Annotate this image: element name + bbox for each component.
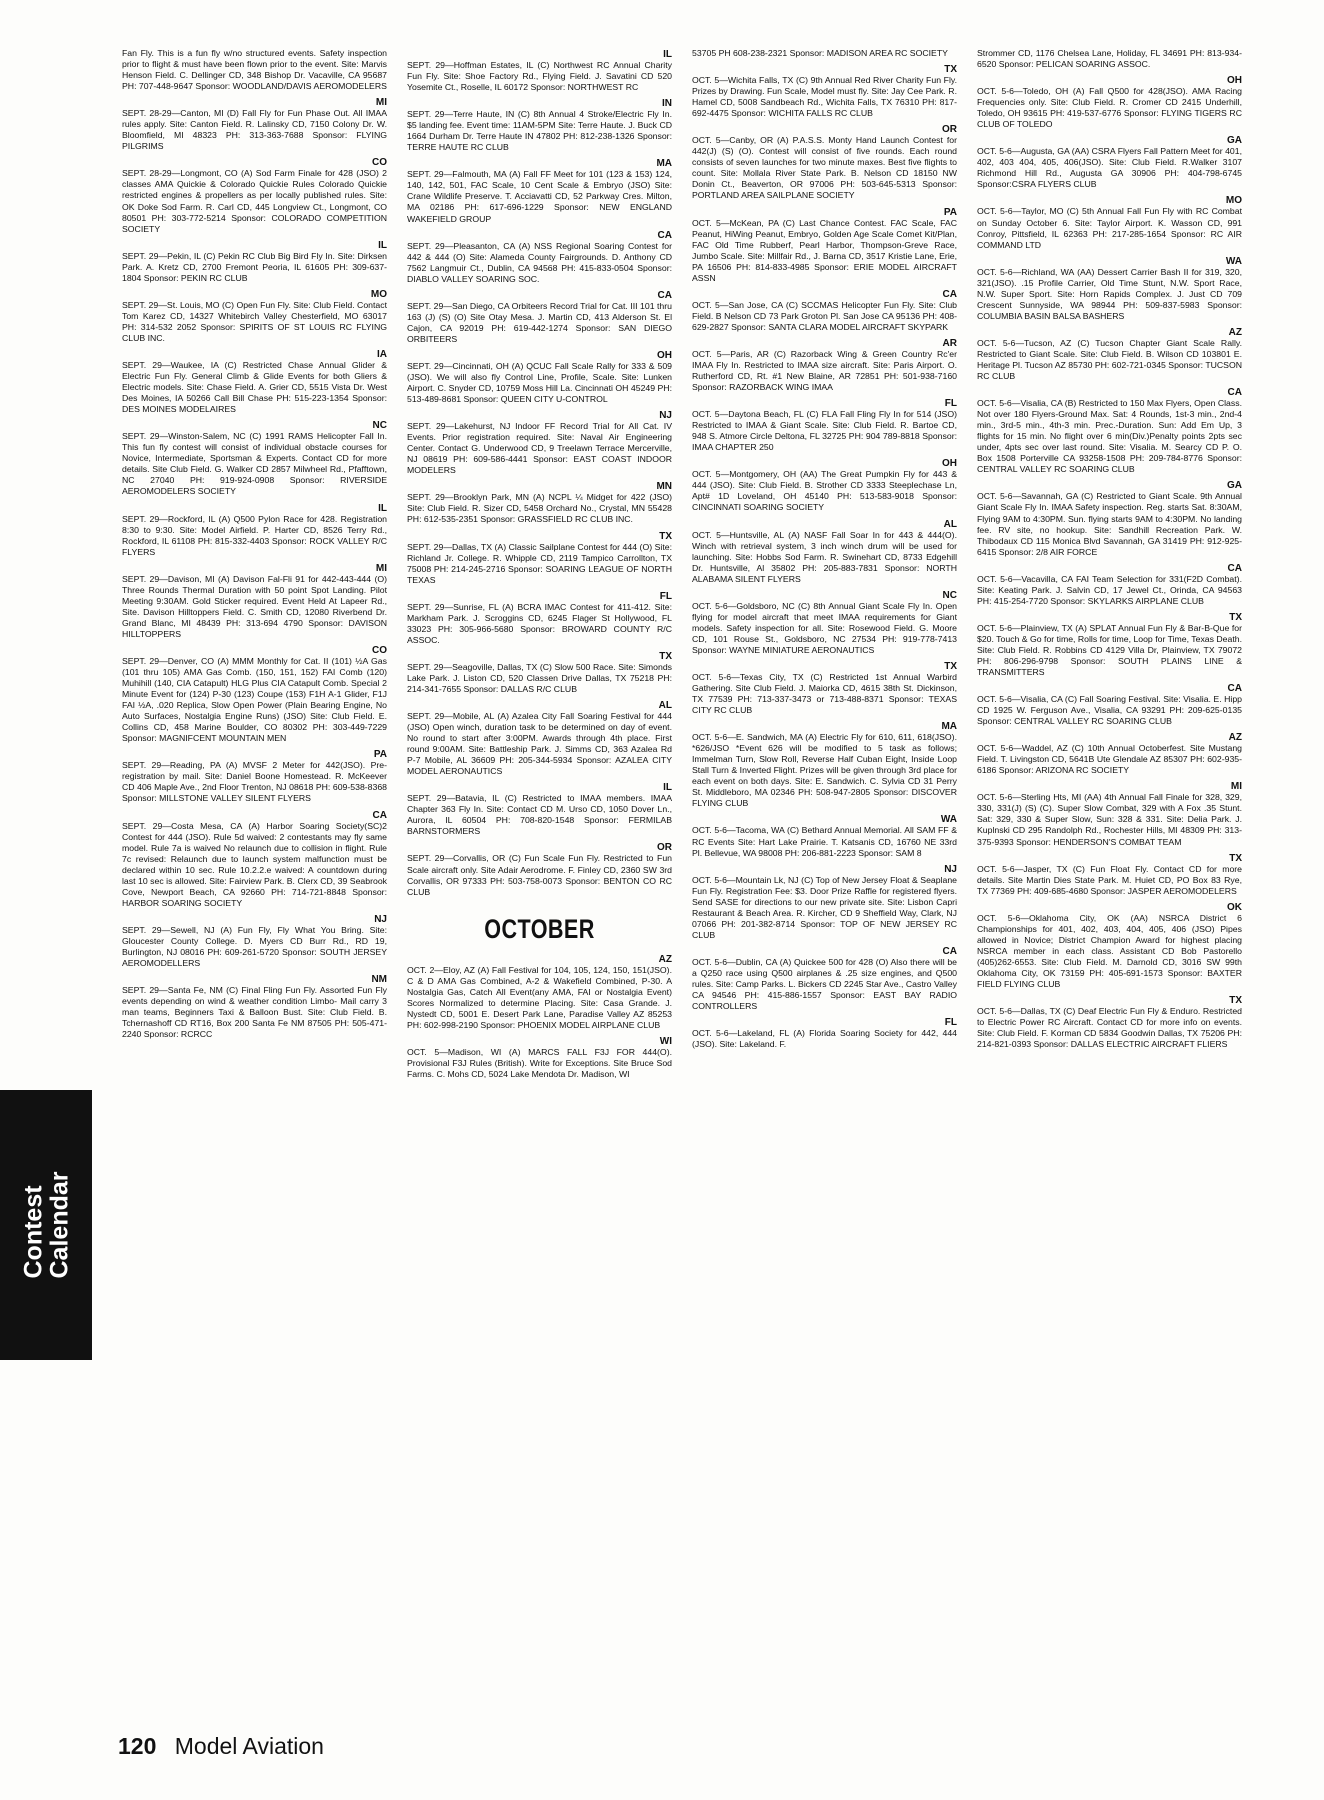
contest-entry <box>122 48 387 92</box>
entry-text: 53705 PH 608-238-2321 Sponsor: MADISON AREA RC SOCIETY <box>692 48 948 58</box>
entry-text: SEPT. 28-29—Longmont, CO (A) Sod Farm Finale for 428 (JSO) 2 classes AMA Quickie & Colorado Quickie Rules Colorado Quickie restricted engines & propellers as per locally published rules. Site: OK Doke Sod Farm. R. Carl CD, 445 Longview Ct., Longmont, CO 80501 PH: 303-772-5214 Sponsor: COLORADO COMPETITION SOCIETY <box>122 168 387 234</box>
contest-entry <box>692 207 957 284</box>
state-code: IL <box>378 239 387 251</box>
contest-entry <box>407 1036 672 1080</box>
contest-entry <box>122 97 387 152</box>
state-code: MI <box>1230 781 1242 793</box>
contest-entry <box>122 974 387 1040</box>
contest-entry <box>977 48 1242 70</box>
state-code: NC <box>372 420 387 432</box>
entry-text: OCT. 5—Madison, WI (A) MARCS FALL F3J FOR 444(O). Provisional F3J Rules (British). Write for Exceptions. Site Bruce Sod Farms. C. Mohs CD, 5024 Lake Mendota Dr. Madison, WI <box>407 1046 672 1080</box>
magazine-title: Model Aviation <box>174 1733 324 1759</box>
state-code: CA <box>942 945 957 957</box>
entry-text: OCT. 5—Montgomery, OH (AA) The Great Pumpkin Fly for 443 & 444 (JSO). Site: Club Field. B. Strother CD 3333 Steeplechase Ln, Apt# 1D Loveland, OH 45140 PH: 513-583-9018 Sponsor: CINCINNATI SOARING SOCIETY <box>692 469 957 513</box>
entry-text: OCT. 5-6—Richland, WA (AA) Dessert Carrier Bash II for 319, 320, 321(JSO). .15 Profile Carrier, Old Time Stunt, N.W. Sport Race, N.W. Super Sport. Site: Horn Rapids Complex. J. Just CD 709 Crescent Sunnyside, WA 98944 PH: 509-837-5983 Sponsor: COLUMBIA BASIN BALSA BASHERS <box>977 266 1242 321</box>
entry-text: OCT. 5-6—Plainview, TX (A) SPLAT Annual Fun Fly & Bar-B-Que for $20. Touch & Go for time, Rolls for time, Loop for Time, Texas Death. Site: Club Field. R. Robbins CD 4129 Villa Dr, Plainview, TX 79072 PH: 806-296-9798 Sponsor: SOUTH PLAINS LINE & TRANSMITTERS <box>977 622 1242 678</box>
state-code: IL <box>663 782 672 794</box>
contest-entry <box>692 864 957 941</box>
state-code: MN <box>656 481 672 493</box>
entry-text: OCT. 2—Eloy, AZ (A) Fall Festival for 104, 105, 124, 150, 151(JSO). C & D AMA Gas Combined, A-2 & Wakefield Combined, P-30. A Nostalgia Gas, Catch All Event(any AMA, FAI or Nostalgia Event) Scores Normalized to determine Placing. Site: Casa Grande. J. Nystedt CD, 5001 E. Desert Park Lane, Paradise Valley AZ 85253 PH: 602-998-2190 Sponsor: PHOENIX MODEL AIRPLANE CLUB <box>407 964 672 1030</box>
contest-entry <box>977 781 1242 847</box>
contest-entry <box>407 651 672 695</box>
entry-text: Fan Fly. This is a fun fly w/no structured events. Safety inspection prior to flight & must have been flown prior to the event. Site: Marvis Henson Field. C. Dellinger CD, 348 Bishop Dr. Vacaville, CA 95687 PH: 707-448-9647 Sponsor: WOODLAND/DAVIS AEROMODELERS <box>122 48 387 92</box>
contest-entry <box>977 902 1242 990</box>
calendar-columns <box>122 48 1242 1728</box>
entry-text: OCT. 5-6—Mountain Lk, NJ (C) Top of New Jersey Float & Seaplane Fun Fly. Registration Fee: $3. Door Prize Raffle for registered flyers. Send SASE for directions to our new private site. Site: Lisbon Capri Restaurant & Beach Area. R. Kircher, CD 9 Sheffield Way, Clark, NJ 07066 PH: 201-382-8714 Sponsor: TOP OF NEW JERSEY RC CLUB <box>692 874 957 940</box>
contest-entry <box>407 98 672 153</box>
state-code: IN <box>662 98 672 110</box>
state-code: IL <box>663 49 672 60</box>
state-code: NM <box>371 974 387 986</box>
column-2-october <box>407 954 672 1080</box>
entry-text: SEPT. 29—Pekin, IL (C) Pekin RC Club Big Bird Fly In. Site: Dirksen Park. A. Kretz CD, 2700 Fremont Peoria, IL 61605 PH: 309-637-1804 Sponsor: PEKIN RC CLUB <box>122 250 387 283</box>
column-1 <box>122 48 387 1728</box>
contest-entry <box>407 700 672 777</box>
state-code: CA <box>657 289 672 301</box>
contest-entry <box>977 195 1242 250</box>
state-code: WA <box>1225 255 1242 267</box>
contest-entry <box>407 842 672 897</box>
entry-text: SEPT. 29—Costa Mesa, CA (A) Harbor Soaring Society(SC)2 Contest for 444 (JSO). Rule 5d waived: 2 contestants may fly same model. Rule 7a is waived No relaunch due to collision in flight. Rule 7c revised: Relaunch due to launch system malfunction must be declared within 10 sec. Rule 10.2.2.e waived: A countdown during last 10 sec is allowed. Site: Fairview Park. B. Clerx CD, 39 Seabrook Cove, Newport Beach, CA 92660 PH: 714-721-8848 Sponsor: HARBOR SOARING SOCIETY <box>122 820 387 908</box>
section-tab-line1: Contest <box>19 1185 48 1279</box>
contest-entry <box>977 480 1242 557</box>
contest-entry <box>122 749 387 804</box>
entry-text: OCT. 5-6—Dallas, TX (C) Deaf Electric Fun Fly & Enduro. Restricted to Electric Power RC Aircraft. Contact CD for more info on events. Site: Club Field. F. Korman CD 5834 Goodwin Dallas, TX 75206 PH: 214-821-0393 Sponsor: DALLAS ELECTRIC AIRCRAFT FLIERS <box>977 1006 1242 1050</box>
entry-text: OCT. 5-6—Augusta, GA (AA) CSRA Flyers Fall Pattern Meet for 401, 402, 403 404, 405, 406(JSO). Site: Club Field. R.Walker 3107 Richmond Hill Rd., Augusta GA 30906 PH: 404-798-6745 Sponsor:CSRA FLYERS CLUB <box>977 146 1242 190</box>
contest-entry <box>692 1017 957 1050</box>
contest-entry <box>122 810 387 909</box>
section-tab-line2: Calendar <box>45 1171 74 1279</box>
state-code: TX <box>659 650 672 662</box>
entry-text: OCT. 5-6—Visalia, CA (C) Fall Soaring Festival. Site: Visalia. E. Hipp CD 1925 W. Ferguson Ave., Visalia, CA 93291 PH: 209-625-0135 Sponsor: CENTRAL VALLEY RC SOARING CLUB <box>977 694 1242 727</box>
entry-text: SEPT. 29—Lakehurst, NJ Indoor FF Record Trial for All Cat. IV Events. Prior registration required. Site: Naval Air Engineering Center. Contact G. Underwood CD, 9 Treelawn Terrace Mercerville, NJ 08619 PH: 609-586-4441 Sponsor: EAST COAST INDOOR MODELERS <box>407 421 672 476</box>
state-code: NC <box>942 589 957 601</box>
entry-text: OCT. 5-6—Waddel, AZ (C) 10th Annual Octoberfest. Site Mustang Field. T. Livingston CD, 5641B Ute Glendale AZ 85307 PH: 602-935-6186 Sponsor: ARIZONA RC SOCIETY <box>977 743 1242 776</box>
contest-entry <box>122 349 387 415</box>
entry-text: SEPT. 29—Terre Haute, IN (C) 8th Annual 4 Stroke/Electric Fly In. $5 landing fee. Event time: 11AM-5PM Site: Terre Haute. J. Buck CD 1664 Durham Dr. Terre Haute IN 47802 PH: 812-238-1326 Sponsor: TERRE HAUTE RC CLUB <box>407 109 672 153</box>
contest-entry <box>692 458 957 513</box>
entry-text: SEPT. 29—Sunrise, FL (A) BCRA IMAC Contest for 411-412. Site: Markham Park. J. Scroggins CD, 6245 Flager St Hollywood, FL 33023 PH: 305-966-5680 Sponsor: BROWARD COUNTY R/C ASSOC. <box>407 601 672 645</box>
state-code: WI <box>659 1035 672 1047</box>
state-code: AL <box>943 518 957 530</box>
entry-text: SEPT. 29—Santa Fe, NM (C) Final Fling Fun Fly. Assorted Fun Fly events depending on wind & weather condition Limbo- Mail carry 3 man teams, Beginners Taxi & Balloon Bust. Site: Club Field. B. Tchernashoff CD RT16, Box 200 Santa Fe NM 87505 PH: 505-471-2240 Sponsor: RCRCC <box>122 985 387 1040</box>
contest-entry <box>977 995 1242 1050</box>
state-code: TX <box>944 660 957 672</box>
state-code: CA <box>1227 562 1242 574</box>
contest-entry <box>407 531 672 586</box>
entry-text: SEPT. 29—Winston-Salem, NC (C) 1991 RAMS Helicopter Fall In. This fun fly contest will consist of individual obstacle courses for Novice, Intermediate, Sportsman & Experts. Contact CD for more details. Site Club Field. G. Walker CD 2857 Milwheel Rd., Pfafftown, NC 27040 PH: 919-924-0908 Sponsor: RIVERSIDE AEROMODELERS SOCIETY <box>122 431 387 497</box>
contest-entry <box>692 64 957 119</box>
contest-entry <box>122 420 387 497</box>
contest-entry <box>692 814 957 858</box>
entry-text: OCT. 5-6—Dublin, CA (A) Quickee 500 for 428 (O) Also there will be a Q250 race using Q500 airplanes & .25 size engines, and Q500 rules. Site: Camp Parks. L. Bickers CD 2245 Star Ave., Castro Valley CA 94546 PH: 415-886-1557 Sponsor: EAST BAY RADIO CONTROLLERS <box>692 956 957 1012</box>
state-code: IL <box>378 502 387 514</box>
entry-text: SEPT. 29—Corvallis, OR (C) Fun Scale Fun Fly. Restricted to Fun Scale aircraft only. Site Adair Aerodrome. F. Finley CD, 2360 SW 3rd Corvallis, OR 97333 PH: 503-758-0073 Sponsor: BENTON CO RC CLUB <box>407 853 672 897</box>
contest-entry <box>692 124 957 201</box>
entry-text: SEPT. 29—Hoffman Estates, IL (C) Northwest RC Annual Charity Fun Fly. Site: Shoe Factory Rd., Flying Field. J. Savatini CD 520 Yosemite Ct., Roselle, IL 60172 Sponsor: NORTHWEST RC <box>407 60 672 93</box>
entry-text: OCT. 5-6—Tacoma, WA (C) Bethard Annual Memorial. All SAM FF & RC Events Site: Hart Lake Prairie. T. Katsanis CD, 16760 NE 33rd Pl. Bellevue, WA 98008 PH: 206-881-2223 Sponsor: SAM 8 <box>692 825 957 858</box>
state-code: TX <box>659 530 672 542</box>
page-footer <box>118 1733 324 1760</box>
contest-entry <box>977 683 1242 727</box>
entry-text: SEPT. 28-29—Canton, MI (D) Fall Fly for Fun Phase Out. All IMAA rules apply. Site: Canton Field. R. Lalinsky CD, 7150 Colony Dr. W. Bloomfield, MI 48323 PH: 313-363-7688 Sponsor: FLYING PILGRIMS <box>122 108 387 152</box>
section-tab <box>0 1090 92 1360</box>
entry-text: OCT. 5-6—Sterling Hts, MI (AA) 4th Annual Fall Finale for 328, 329, 330, 331(J) (S) (C). Super Slow Combat, 329 with A Fox .35 Stunt. Sat: 329, 330 & Super Slow, Sun: 328 & 331. Site: Delia Park. J. Kuplnski CD 295 Randolph Rd., Rochester Hills, MI 48309 PH: 313-375-9393 Sponsor: HENDERSON'S COMBAT TEAM <box>977 792 1242 847</box>
contest-entry <box>122 157 387 234</box>
page-number: 120 <box>118 1733 157 1759</box>
state-code: FL <box>944 398 957 410</box>
contest-entry <box>122 503 387 558</box>
state-code: OH <box>1227 75 1242 87</box>
state-code: GA <box>1227 135 1242 147</box>
entry-text: SEPT. 29—Denver, CO (A) MMM Monthly for Cat. II (101) ½A Gas (101 thru 105) AMA Gas Comb. (150, 151, 152) FAI Comb (120) Muhihill (140, CIA Catapult) HLG Plus CIA Catapult Comb. Special 2 Minute Event for (124) P-30 (123) Coupe (153) F1H A-1 Glider, F1J FAI ½A, .020 Replica, Slow Open Power (Plain Bearing Engine, No Auto Surfaces, Nostalgia Engine Runs) (JSO) Site: Club Field. E. Collins CD, 458 Marine Boulder, CO 80302 PH: 303-449-7229 Sponsor: MAGNIFCENT MOUNTAIN MEN <box>122 655 387 744</box>
contest-entry <box>407 49 672 93</box>
contest-entry <box>977 327 1242 382</box>
state-code: TX <box>1229 611 1242 623</box>
entry-text: OCT. 5-6—Texas City, TX (C) Restricted 1st Annual Warbird Gathering. Site Club Field. J. Maiorka CD, 4615 38th St. Dickinson, TX 77539 PH: 713-337-3473 or 713-488-8371 Sponsor: TEXAS CITY RC CLUB <box>692 671 957 716</box>
contest-entry <box>692 519 957 585</box>
state-code: AZ <box>658 953 672 965</box>
contest-entry <box>122 289 387 344</box>
entry-text: SEPT. 29—Rockford, IL (A) Q500 Pylon Race for 428. Registration 8:30 to 9:30. Site: Model Airfield. P. Harter CD, 8526 Terry Rd., Rockford, IL 61108 PH: 815-332-4403 Sponsor: ROCK VALLEY R/C FLYERS <box>122 513 387 557</box>
entry-text: SEPT. 29—Waukee, IA (C) Restricted Chase Annual Glider & Electric Fun Fly. General Climb & Glide Events for both Gliers & Electric models. Site: Chase Field. A. Grier CD, 5515 Vista Dr. West Des Moines, IA 50266 Call Bill Chase PH: 515-223-1354 Sponsor: DES MOINES MODELAIRES <box>122 359 387 415</box>
entry-text: OCT. 5-6—Oklahoma City, OK (AA) NSRCA District 6 Championships for 401, 402, 403, 404, 405, 406 (JSO) Pipes allowed in Novice; District Champion Award for highest placing NSRCA member in each class. Assistant CD Bob Pastorello (405)262-6553. Site: Club Field. M. Darnold CD, 3016 SW 99th Oklahoma City, OK 73159 PH: 405-691-1573 Sponsor: BAXTER FIELD FLYING CLUB <box>977 912 1242 989</box>
entry-text: OCT. 5—Paris, AR (C) Razorback Wing & Green Country Rc'er IMAA Fly In. Restricted to IMAA size aircraft. Site: Paris Airport. O. Rutherford CD, Rt. #1 New Blaine, AR 72851 PH: 501-938-7160 Sponsor: RAZORBACK WING IMAA <box>692 348 957 393</box>
state-code: PA <box>373 749 387 761</box>
contest-entry <box>407 481 672 525</box>
state-code: PA <box>943 206 957 218</box>
state-code: OR <box>657 842 672 854</box>
state-code: OR <box>942 124 957 136</box>
entry-text: OCT. 5-6—Visalia, CA (B) Restricted to 150 Max Flyers, Open Class. Not over 180 Flyers-Ground Max. Sat: 4 Rounds, 1st-3 min., 2nd-4 min., 3rd-5 min., 4th-3 min. Prec.-Duration. Sun: Add Em Up, 3 flights for 15 min. No flight over 6 min(Div.)Penalty points 2pts sec under, 4pts sec over last round. Site: Visalia. M. Searcy CD P. O. Box 1508 Porterville CA 93258-1508 PH: 209-784-8776 Sponsor: CENTRAL VALLEY RC SOARING CLUB <box>977 398 1242 475</box>
contest-entry <box>407 591 672 646</box>
contest-entry <box>692 590 957 656</box>
state-code: MA <box>941 721 957 733</box>
state-code: CA <box>1227 387 1242 399</box>
state-code: OH <box>942 458 957 470</box>
contest-entry <box>692 338 957 393</box>
contest-entry <box>977 732 1242 776</box>
state-code: NJ <box>659 410 672 422</box>
entry-text: OCT. 5-6—Goldsboro, NC (C) 8th Annual Giant Scale Fly In. Open flying for model aircraft that meet IMAA requirements for Giant models. Safety inspection for all. Site: Rosewood Field. G. Moore CD, 101 Rouse St., Goldsboro, NC 27534 PH: 919-778-7413 Sponsor: WAYNE MINIATURE AERONAUTICS <box>692 600 957 655</box>
state-code: AZ <box>1228 732 1242 744</box>
contest-entry <box>977 853 1242 897</box>
entry-text: SEPT. 29—St. Louis, MO (C) Open Fun Fly. Site: Club Field. Contact Tom Karez CD, 14327 Whitebirch Valley Chesterfield, MO 63017 PH: 314-532 2052 Sponsor: SPIRITS OF ST LOUIS RC FLYING CLUB INC. <box>122 299 387 343</box>
contest-entry <box>692 946 957 1012</box>
entry-text: SEPT. 29—Davison, MI (A) Davison Fal-Fli 91 for 442-443-444 (O) Three Rounds Thermal Duration with 50 point Spot Landing. Pilot Meeting 9:30AM. Gold Sticker required. Event Held At Lapeer Rd., Site. Davison Hilltoppers Field. C. Smith CD, 12080 Riverbend Dr. Grand Blanc, MI 48439 PH: 313-694 4790 Sponsor: DAVISON HILLTOPPERS <box>122 573 387 639</box>
entry-text: OCT. 5—Wichita Falls, TX (C) 9th Annual Red River Charity Fun Fly. Prizes by Drawing. Fun Scale, Model must fly. Site: Jay Cee Park. R. Hamel CD, 5008 Sandbeach Rd., Wichita Falls, TX 76310 PH: 817-692-4475 Sponsor: WICHITA FALLS RC CLUB <box>692 75 957 119</box>
state-code: WA <box>940 814 957 826</box>
contest-entry <box>407 782 672 837</box>
entry-text: SEPT. 29—Pleasanton, CA (A) NSS Regional Soaring Contest for 442 & 444 (O) Site: Alameda County Fairgrounds. D. Anthony CD 7562 Langmuir Ct., Dublin, CA 94568 PH: 415-833-0504 Sponsor: DIABLO VALLEY SOARING SOC. <box>407 240 672 284</box>
state-code: CA <box>1227 683 1242 695</box>
entry-text: SEPT. 29—Sewell, NJ (A) Fun Fly, Fly What You Bring. Site: Gloucester County College. D. Myers CD Burr Rd., RD 19, Burlington, NJ 08016 PH: 609-261-5720 Sponsor: SOUTH JERSEY AEROMODELLERS <box>122 924 387 969</box>
state-code: AR <box>942 337 957 349</box>
state-code: GA <box>1227 480 1242 492</box>
contest-entry <box>692 721 957 809</box>
contest-entry <box>407 230 672 285</box>
state-code: CO <box>372 157 387 169</box>
state-code: MI <box>375 97 387 109</box>
entry-text: OCT. 5—Huntsville, AL (A) NASF Fall Soar In for 443 & 444(O). Winch with retrieval system, 3 inch winch drum will be used for launching. Site: Hobbs Sod Farm. R. Swinehart CD, 8733 Edgehill Dr. Huntsville, Al 35802 PH: 205-883-7831 Sponsor: NORTH ALABAMA SILENT FLYERS <box>692 529 957 584</box>
entry-text: OCT. 5—Canby, OR (A) P.A.S.S. Monty Hand Launch Contest for 442(J) (S) (O). Contest will consist of five rounds. Each round consists of seven launches for two minute maxes. Best five flights to count. Site: Mollala River State Park. B. Nelson CD 18150 NW Donin Ct., Beaverton, OR 97006 PH: 503-645-5313 Sponsor: PORTLAND AREA SAILPLANE SOCIETY <box>692 135 957 201</box>
state-code: OH <box>657 349 672 361</box>
contest-entry <box>122 563 387 640</box>
contest-entry <box>692 48 957 59</box>
entry-text: SEPT. 29—San Diego, CA Orbiteers Record Trial for Cat. III 101 thru 163 (J) (S) (O) Site Otay Mesa. J. Martin CD, 413 Alderson St. El Cajon, CA 92019 PH: 619-442-1274 Sponsor: SAN DIEGO ORBITEERS <box>407 300 672 344</box>
entry-text: OCT. 5-6—Lakeland, FL (A) Florida Soaring Society for 442, 444 (JSO). Site: Lakeland. F. <box>692 1028 957 1050</box>
state-code: MA <box>656 158 672 170</box>
column-2 <box>407 48 672 1728</box>
contest-entry <box>407 954 672 1031</box>
contest-entry <box>122 645 387 744</box>
state-code: OK <box>1227 901 1242 913</box>
state-code: AZ <box>1228 326 1242 338</box>
state-code: AL <box>658 700 672 712</box>
contest-entry <box>692 398 957 453</box>
contest-entry <box>122 240 387 284</box>
state-code: CA <box>372 809 387 821</box>
entry-text: SEPT. 29—Dallas, TX (A) Classic Sailplane Contest for 444 (O) Site: Richland Jr. College. R. Whipple CD, 2119 Tampico Carrollton, TX 75008 PH: 214-245-2716 Sponsor: SOARING LEAGUE OF NORTH TEXAS <box>407 541 672 585</box>
state-code: CA <box>657 229 672 241</box>
state-code: MO <box>370 288 387 300</box>
contest-entry <box>407 290 672 345</box>
entry-text: OCT. 5—McKean, PA (C) Last Chance Contest. FAC Scale, FAC Peanut, HiWing Peanut, Embryo, Golden Age Scale Comet Kit/Plan, FAC Old Time Rubberf, Pearl Harbor, Thompson-Greve Race, Jumbo Scale. Site: Millfair Rd., J. Barna CD, 3517 Kristie Lane, Erie, PA 16506 PH: 814-833-4985 Sponsor: ERIE MODEL AIRCRAFT ASSN <box>692 217 957 283</box>
entry-text: SEPT. 29—Batavia, IL (C) Restricted to IMAA members. IMAA Chapter 363 Fly In. Site: Contact CD M. Urso CD, 1050 Dover Ln., Aurora, IL 60504 PH: 708-820-1548 Sponsor: FERMILAB BARNSTORMERS <box>407 793 672 837</box>
column-3 <box>692 48 957 1728</box>
entry-text: SEPT. 29—Falmouth, MA (A) Fall FF Meet for 101 (123 & 153) 124, 140, 142, 501, FAC Scale, 10 Cent Scale & Embryo (JSO) Site: Crane Wildlife Preserve. T. Acciavatti CD, 52 Parkway Cres. Milton, MA 02186 PH: 617-696-1229 Sponsor: NEW ENGLAND WAKEFIELD GROUP <box>407 169 672 224</box>
entry-text: OCT. 5-6—E. Sandwich, MA (A) Electric Fly for 610, 611, 618(JSO). *626/JSO *Event 626 will be modified to 5 task as follows; Immelman Turn, Slow Roll, Reverse Half Cuban Eight, Inside Loop Stall Turn & Inverted Flight. Prizes will be given through 3rd place for each event on both days. Site: E. Sandwich. C. Sylvia CD 31 Perry St. Middleboro, MA 02346 PH: 508-947-2805 Sponsor: DISCOVER FLYING CLUB <box>692 732 957 809</box>
entry-text: OCT. 5-6—Taylor, MO (C) 5th Annual Fall Fun Fly with RC Combat on Sunday October 6. Site: Taylor Airport. K. Wasson CD, 991 Conroy, Pittsfield, IL 62363 PH: 217-285-1654 Sponsor: RC AIR COMMAND LTD <box>977 206 1242 250</box>
contest-entry <box>977 135 1242 190</box>
column-2-september <box>407 49 672 898</box>
entry-text: OCT. 5-6—Toledo, OH (A) Fall Q500 for 428(JSO). AMA Racing Frequencies only. Site: Club Field. R. Cromer CD 2415 Underhill, Toledo, OH 93615 PH: 419-537-6776 Sponsor: FLYING TIGERS RC CLUB OF TOLEDO <box>977 86 1242 130</box>
contest-entry <box>977 563 1242 607</box>
state-code: TX <box>1229 852 1242 864</box>
month-heading: OCTOBER <box>484 913 595 944</box>
contest-entry <box>407 158 672 224</box>
entry-text: Strommer CD, 1176 Chelsea Lane, Holiday, FL 34691 PH: 813-934-6520 Sponsor: PELICAN SOARING ASSOC. <box>977 48 1242 70</box>
entry-text: SEPT. 29—Mobile, AL (A) Azalea City Fall Soaring Festival for 444 (JSO) Open winch, duration task to be determined on day of event. No round to start after 3:00PM. Awards through 4th place. First round 9:00AM. Site: Battleship Park. J. Simms CD, 363 Azalea Rd P-7 Mobile, AL 36609 PH: 205-344-5934 Sponsor: AZALEA CITY MODEL AERONAUTICS <box>407 711 672 777</box>
entry-text: OCT. 5-6—Savannah, GA (C) Restricted to Giant Scale. 9th Annual Giant Scale Fly In. IMAA Safety inspection. Reg. starts Sat. 8:30AM, Flying 9AM to 4:30PM. Sun. flying starts 9AM to 4:30PM. No landing fee. RV site, no hookup. Site: Sandhill Recreation Park. W. Thibodaux CD 115 Monica Blvd Savannah, GA 31419 PH: 912-925-6415 Sponsor: 2/8 AIR FORCE <box>977 491 1242 557</box>
state-code: NJ <box>374 913 387 925</box>
entry-text: OCT. 5-6—Jasper, TX (C) Fun Float Fly. Contact CD for more details. Site Martin Dies State Park. M. Huiet CD, PO Box 83 Rye, TX 77369 PH: 409-685-4680 Sponsor: JASPER AEROMODELERS <box>977 863 1242 896</box>
contest-entry <box>692 661 957 716</box>
state-code: CA <box>942 288 957 300</box>
entry-text: OCT. 5—Daytona Beach, FL (C) FLA Fall Fling Fly In for 514 (JSO) Restricted to IMAA & Giant Scale. Site: Club Field. R. Bartoe CD, 948 S. Atmore Circle Deltona, FL 32725 PH: 904 789-8818 Sponsor: IMAA CHAPTER 250 <box>692 409 957 453</box>
state-code: MI <box>375 562 387 574</box>
contest-entry <box>977 256 1242 322</box>
contest-entry <box>407 350 672 405</box>
entry-text: SEPT. 29—Cincinnati, OH (A) QCUC Fall Scale Rally for 333 & 509 (JSO). We will also fly Control Line, Profile, Scale. Site: Lunken Airport. C. Snyder CD, 10759 Moss Hill La. Cincinnati OH 45249 PH: 513-489-8681 Sponsor: QUEEN CITY U-CONTROL <box>407 360 672 405</box>
state-code: CO <box>372 644 387 656</box>
contest-entry <box>977 75 1242 130</box>
state-code: MO <box>1225 195 1242 207</box>
entry-text: OCT. 5-6—Vacavilla, CA FAI Team Selection for 331(F2D Combat). Site: Keating Park. J. Salvin CD, 17 Jewel Ct., Orinda, CA 94563 PH: 415-254-7720 Sponsor: SKYLARKS AIRPLANE CLUB <box>977 573 1242 606</box>
contest-entry <box>122 914 387 969</box>
state-code: NJ <box>944 863 957 875</box>
state-code: FL <box>944 1017 957 1029</box>
contest-entry <box>407 410 672 476</box>
contest-entry <box>692 289 957 333</box>
state-code: TX <box>944 64 957 76</box>
entry-text: SEPT. 29—Seagoville, Dallas, TX (C) Slow 500 Race. Site: Simonds Lake Park. J. Liston CD, 520 Classen Drive Dallas, TX 75218 PH: 214-341-7655 Sponsor: DALLAS R/C CLUB <box>407 661 672 694</box>
entry-text: OCT. 5-6—Tucson, AZ (C) Tucson Chapter Giant Scale Rally. Restricted to Giant Scale. Site: Club Field. B. Wilson CD 103801 E. Heritage Pl. Tucson AZ 85730 PH: 602-721-0345 Sponsor: TUCSON RC CLUB <box>977 337 1242 382</box>
entry-text: SEPT. 29—Brooklyn Park, MN (A) NCPL ¼ Midget for 422 (JSO) Site: Club Field. R. Sizer CD, 5458 Orchard No., Crystal, MN 55428 PH: 612-535-2351 Sponsor: GRASSFIELD RC CLUB INC. <box>407 492 672 525</box>
state-code: FL <box>659 590 672 602</box>
state-code: TX <box>1229 995 1242 1007</box>
entry-text: OCT. 5—San Jose, CA (C) SCCMAS Helicopter Fun Fly. Site: Club Field. B Nelson CD 73 Park Groton Pl. San Jose CA 95136 PH: 408-629-2827 Sponsor: SANTA CLARA MODEL AIRCRAFT SKYPARK <box>692 299 957 332</box>
contest-entry <box>977 387 1242 475</box>
entry-text: SEPT. 29—Reading, PA (A) MVSF 2 Meter for 442(JSO). Pre-registration by mail. Site: Daniel Boone Homestead. R. McKeever CD 406 Maple Ave., 2nd Floor Trenton, NJ 08618 PH: 609-538-8368 Sponsor: MILLSTONE VALLEY SILENT FLYERS <box>122 760 387 804</box>
contest-entry <box>977 612 1242 678</box>
state-code: IA <box>377 348 387 360</box>
column-4 <box>977 48 1242 1728</box>
